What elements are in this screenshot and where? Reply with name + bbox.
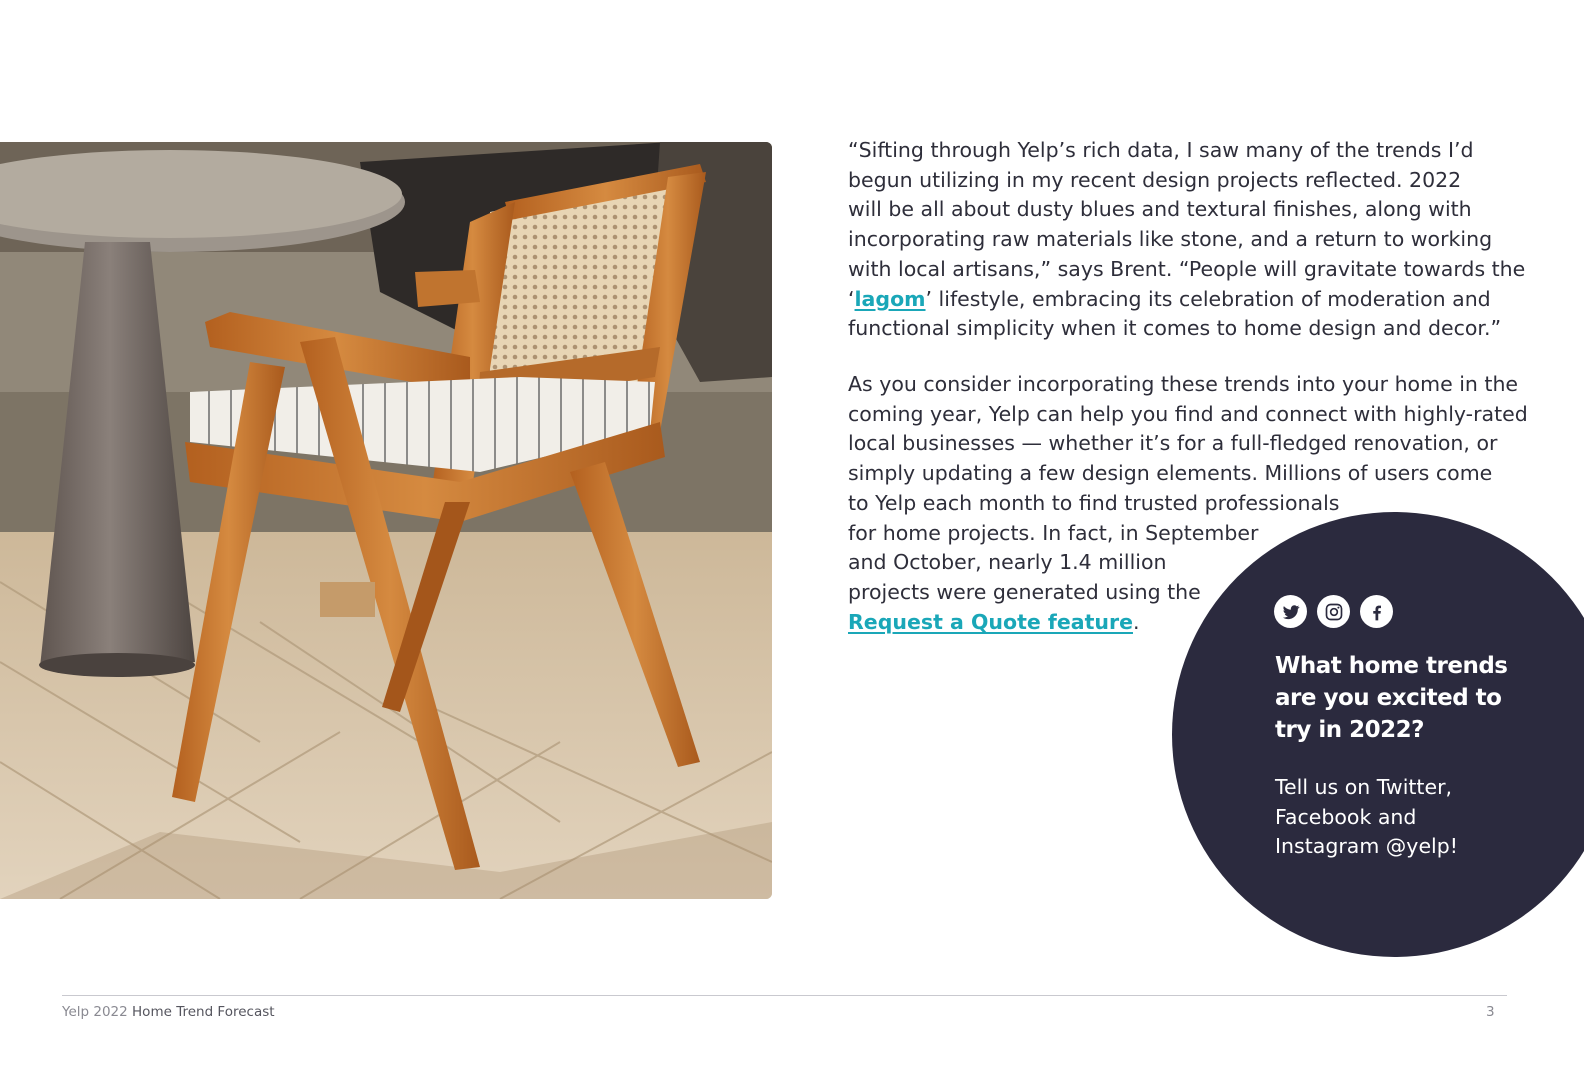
body-line: for home projects. In fact, in September: [848, 520, 1259, 545]
quote-line: functional simplicity when it comes to home design and decor.”: [848, 316, 1502, 341]
callout-title: [1275, 650, 1507, 746]
footer-divider: [62, 995, 1507, 996]
footer-title: [62, 1004, 275, 1020]
callout-title-line: try in 2022?: [1275, 717, 1424, 743]
quote-line: incorporating raw materials like stone, and a return to working: [848, 227, 1493, 252]
request-quote-link[interactable]: Request a Quote feature: [848, 609, 1133, 634]
quote-line: begun utilizing in my recent design projects reflected. 2022: [848, 167, 1462, 192]
callout-text-line: Tell us on Twitter,: [1275, 775, 1453, 799]
callout-title-line: are you excited to: [1275, 685, 1502, 711]
callout-text: [1275, 773, 1458, 862]
quote-line: “Sifting through Yelp’s rich data, I saw many of the trends I’d: [848, 138, 1474, 162]
quote-line: with local artisans,” says Brent. “People will gravitate towards the: [848, 256, 1526, 281]
social-icons: [1274, 595, 1393, 628]
body-line: to Yelp each month to find trusted professionals: [848, 490, 1340, 515]
body-line: coming year, Yelp can help you find and connect with highly-rated: [848, 401, 1528, 426]
page-number: 3: [1486, 1004, 1495, 1020]
callout-text-line: Instagram @yelp!: [1275, 834, 1458, 859]
facebook-icon[interactable]: [1360, 595, 1393, 628]
hero-photo: [0, 142, 772, 899]
lagom-link[interactable]: lagom: [854, 286, 926, 311]
body-line: As you consider incorporating these trends into your home in the: [848, 372, 1519, 396]
quote-line-prefix: ‘: [848, 286, 855, 311]
body-line: local businesses — whether it’s for a full-fledged renovation, or: [848, 431, 1498, 456]
body-line: projects were generated using the: [848, 579, 1201, 604]
body-line: simply updating a few design elements. Millions of users come: [848, 461, 1493, 486]
quote-line: [848, 285, 1525, 315]
footer-doc-title: Home Trend Forecast: [132, 1004, 275, 1020]
twitter-icon[interactable]: [1274, 595, 1307, 628]
quote-line-suffix: ’ lifestyle, embracing its celebration of moderation and: [925, 286, 1491, 311]
instagram-icon[interactable]: [1317, 595, 1350, 628]
body-line: and October, nearly 1.4 million: [848, 550, 1167, 575]
body-line-end: .: [1132, 609, 1140, 634]
quote-line: will be all about dusty blues and textural finishes, along with: [848, 197, 1472, 222]
footer-brand: Yelp 2022: [62, 1004, 128, 1020]
callout-title-line: What home trends: [1275, 653, 1508, 679]
quote-paragraph: [848, 136, 1525, 344]
callout-text-line: Facebook and: [1275, 804, 1417, 829]
